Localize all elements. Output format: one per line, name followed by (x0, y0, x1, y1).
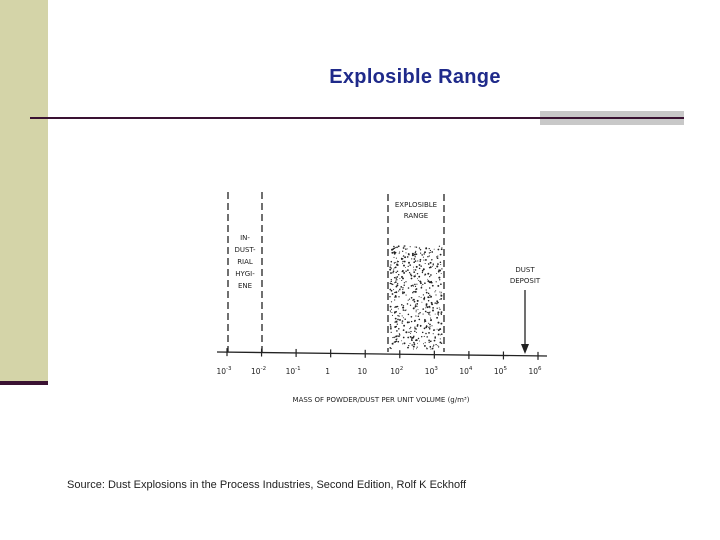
figure-svg (205, 180, 555, 410)
explosible-stipple-area (389, 245, 442, 349)
title-rule-accent-line (540, 117, 684, 119)
axis-tick-labels (216, 366, 542, 376)
explosible-label-line: RANGE (403, 212, 429, 220)
axis-tick-label: $10^3$ (424, 366, 438, 376)
left-bar-accent (0, 381, 48, 385)
axis-tick-label: 1 (325, 367, 331, 376)
left-decorative-bar (0, 0, 48, 381)
axis-tick-label: 10 (357, 367, 367, 376)
hygiene-label (234, 234, 256, 290)
axis-tick-label: $10^4$ (459, 366, 473, 376)
title-rule (30, 117, 540, 119)
deposit-label-line: DUST (515, 266, 535, 274)
deposit-label-line: DEPOSIT (509, 277, 541, 285)
axis-tick-label: $10^6$ (528, 366, 542, 376)
axis-label: MASS OF POWDER/DUST PER UNIT VOLUME (g/m³) (292, 396, 470, 404)
explosible-label-line: EXPLOSIBLE (394, 201, 438, 209)
deposit-arrow-head (521, 344, 529, 354)
hygiene-label-line: HYGI- (235, 270, 255, 278)
source-caption: Source: Dust Explosions in the Process Industries, Second Edition, Rolf K Eckhoff (67, 479, 467, 491)
hygiene-label-line: DUST- (234, 246, 256, 254)
axis-tick-label: $10^{-2}$ (251, 366, 267, 376)
axis-tick-label: $10^{-1}$ (285, 366, 301, 376)
hygiene-label-line: RIAL (237, 258, 253, 266)
slide-title: Explosible Range (329, 66, 501, 88)
explosible-label (395, 201, 437, 220)
axis-line (217, 352, 547, 356)
axis-tick-label: $10^5$ (493, 366, 507, 376)
hygiene-label-line: ENE (237, 282, 253, 290)
axis-tick-label: $10^{-3}$ (216, 366, 232, 376)
hygiene-label-line: IN- (240, 234, 250, 242)
explosible-range-figure (205, 180, 555, 410)
axis-tick-label: $10^2$ (390, 366, 404, 376)
deposit-label (510, 266, 541, 285)
